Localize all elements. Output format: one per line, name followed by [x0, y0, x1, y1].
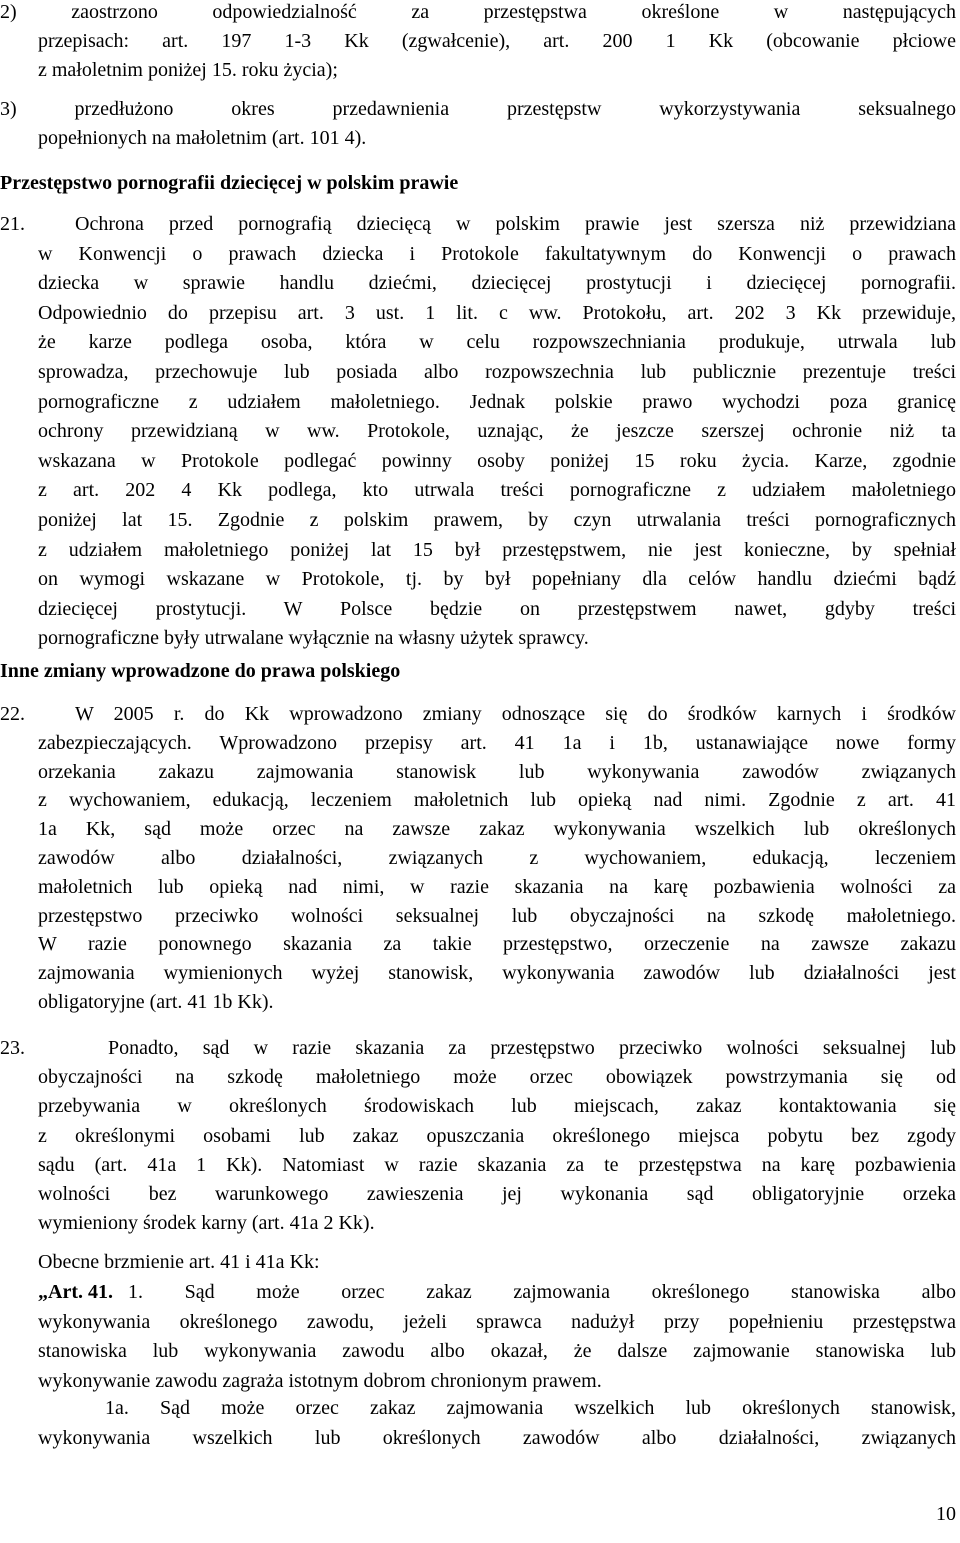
text-line: dziecięcej prostytucji. W Polsce będzie on przestępstwem nawet, gdyby treści	[38, 597, 956, 620]
text-line: zabezpieczających. Wprowadzono przepisy art. 41 1a i 1b, ustanawiające nowe formy	[38, 731, 956, 754]
text-line: zawodów albo działalności, związanych z wychowaniem, edukacją, leczeniem	[38, 847, 956, 869]
text-line: z wychowaniem, edukacją, leczeniem małoletnich lub opieką nad nimi. Zgodnie z art. 41	[38, 789, 956, 812]
text-line: poniżej lat 15. Zgodnie z polskim prawem, by czyn utrwalania treści pornograficznych	[38, 509, 956, 531]
text-line: dziecka w sprawie handlu dziećmi, dziecięcej prostytucji i dziecięcej pornografii.	[38, 272, 956, 295]
text-line: wymieniony środek karny (art. 41a 2 Kk).	[38, 1212, 375, 1235]
text-line: pornograficzne były utrwalane wyłącznie na własny użytek sprawcy.	[38, 627, 589, 650]
text-line: małoletnich lub opieką nad nimi, w razie skazania na karę pozbawienia wolności za	[38, 875, 956, 898]
item3-line2: popełnionych na małoletnim (art. 101 4).	[38, 127, 367, 149]
paragraph-number: 23.	[0, 1037, 25, 1059]
item2-line2: przepisach: art. 197 1-3 Kk (zgwałcenie), art. 200 1 Kk (obcowanie płciowe	[38, 30, 956, 52]
text-line: ochrony przewidzianą w ww. Protokole, uznając, że jeszcze szerszej ochronie niż ta	[38, 420, 956, 443]
text-line: 1. Sąd może orzec zakaz zajmowania określonego stanowiska albo	[128, 1281, 956, 1303]
text-line: zajmowania wymienionych wyżej stanowisk, wykonywania zawodów lub działalności jest	[38, 962, 956, 985]
item2-line3: z małoletnim poniżej 15. roku życia);	[38, 59, 338, 81]
text-line: wolności bez warunkowego zawieszenia jej wykonania sąd obligatoryjnie orzeka	[38, 1183, 956, 1205]
text-line: że karze podlega osoba, która w celu rozpowszechniania produkuje, utrwala lub	[38, 331, 956, 354]
text-line: on wymogi wskazane w Protokole, tj. by był popełniany dla celów handlu dziećmi bądź	[38, 568, 956, 591]
text-line: pornograficzne z udziałem małoletniego. Jednak polskie prawo wychodzi poza granicę	[38, 390, 956, 413]
item2-line1: 2) zaostrzono odpowiedzialność za przestępstwa określone w następujących	[0, 1, 956, 23]
text-line: wskazana w Protokole podlegać powinny osoby poniżej 15 roku życia. Karze, zgodnie	[38, 449, 956, 472]
text-line: 1a Kk, sąd może orzec na zawsze zakaz wykonywania wszelkich lub określonych	[38, 818, 956, 841]
text-line: W razie ponownego skazania za takie przestępstwo, orzeczenie na zawsze zakazu	[38, 933, 956, 956]
text-line: Odpowiednio do przepisu art. 3 ust. 1 lit. c ww. Protokołu, art. 202 3 Kk przewiduje,	[38, 301, 956, 324]
current-text-intro: Obecne brzmienie art. 41 i 41a Kk:	[38, 1251, 320, 1273]
text-line: wykonywania określonego zawodu, jeżeli sprawca nadużył przy popełnieniu przestępstwa	[38, 1310, 956, 1333]
article-label-text: „Art. 41.	[38, 1281, 113, 1303]
text-line: orzekania zakazu zajmowania stanowisk lub wykonywania zawodów związanych	[38, 760, 956, 783]
paragraph-number: 21.	[0, 213, 25, 235]
text-line: obligatoryjne (art. 41 1b Kk).	[38, 991, 274, 1013]
text-line: Ochrona przed pornografią dziecięcą w polskim prawie jest szersza niż przewidziana	[75, 213, 956, 235]
text-line: W 2005 r. do Kk wprowadzono zmiany odnoszące się do środków karnych i środków	[75, 703, 956, 725]
text-line: wykonywanie zawodu zagraża istotnym dobrom chronionym prawem.	[38, 1369, 602, 1392]
text-line: przestępstwo przeciwko wolności seksualnej lub obyczajności na szkodę małoletniego.	[38, 904, 956, 927]
section-heading: Inne zmiany wprowadzone do prawa polskiego	[0, 660, 401, 682]
article-label	[38, 1278, 128, 1307]
text-line: sprowadza, przechowuje lub posiada albo rozpowszechnia lub publicznie prezentuje treści	[38, 361, 956, 383]
section-heading: Przestępstwo pornografii dziecięcej w polskim prawie	[0, 172, 459, 194]
text-line: przebywania w określonych środowiskach lub miejscach, zakaz kontaktowania się	[38, 1095, 956, 1118]
paragraph-1a-line2: wykonywania wszelkich lub określonych zawodów albo działalności, związanych	[38, 1427, 956, 1449]
text-line: obyczajności na szkodę małoletniego może orzec obowiązek powstrzymania się od	[38, 1066, 956, 1089]
text-line: z udziałem małoletniego poniżej lat 15 był przestępstwem, nie jest konieczne, by spełniał	[38, 538, 956, 561]
page-number: 10	[936, 1503, 956, 1525]
text-line: w Konwencji o prawach dziecka i Protokole fakultatywnym do Konwencji o prawach	[38, 242, 956, 265]
text-line: sądu (art. 41a 1 Kk). Natomiast w razie skazania za te przestępstwa na karę pozbawienia	[38, 1153, 956, 1176]
paragraph-1a-line1: 1a. Sąd może orzec zakaz zajmowania wszelkich lub określonych stanowisk,	[105, 1397, 956, 1419]
item3-line1: 3) przedłużono okres przedawnienia przestępstw wykorzystywania seksualnego	[0, 98, 956, 120]
text-line: stanowiska lub wykonywania zawodu albo okazał, że dalsze zajmowanie stanowiska lub	[38, 1340, 956, 1363]
text-line: Ponadto, sąd w razie skazania za przestępstwo przeciwko wolności seksualnej lub	[108, 1037, 956, 1059]
text-line: z określonymi osobami lub zakaz opuszczania określonego miejsca pobytu bez zgody	[38, 1124, 956, 1147]
paragraph-number: 22.	[0, 703, 25, 725]
text-line: z art. 202 4 Kk podlega, kto utrwala treści pornograficzne z udziałem małoletniego	[38, 479, 956, 502]
